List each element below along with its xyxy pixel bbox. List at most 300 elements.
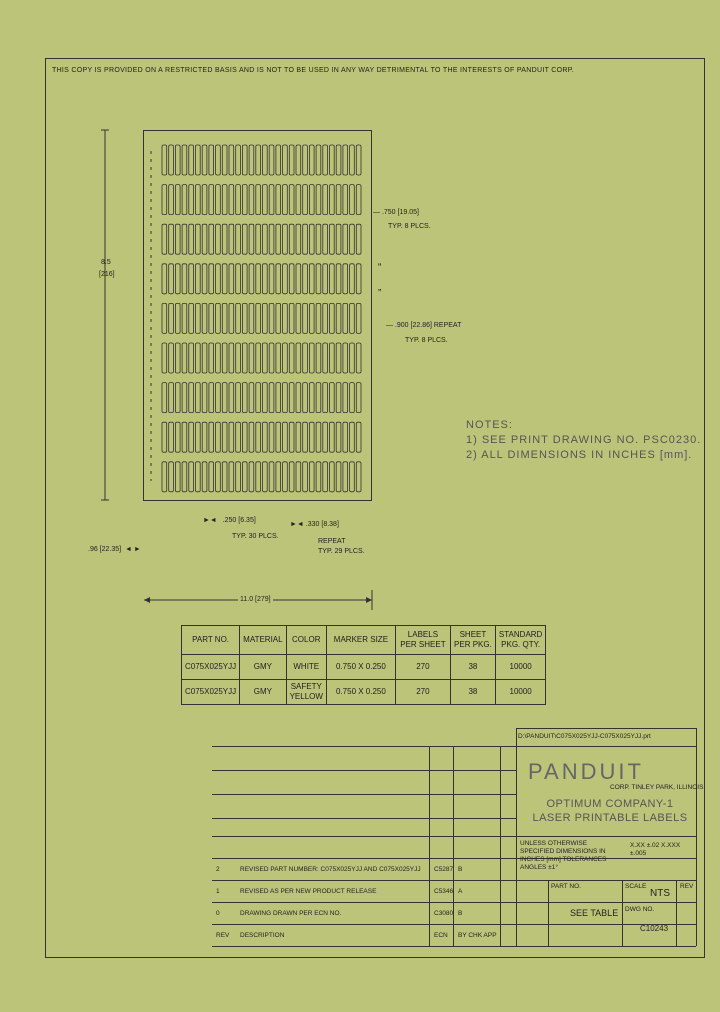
marker-label [323, 185, 328, 215]
marker-label [283, 303, 288, 333]
table-row [182, 680, 546, 705]
rev-label: REV [680, 883, 694, 890]
marker-label [336, 264, 341, 294]
marker-label [236, 422, 241, 452]
label-grid [144, 131, 373, 502]
marker-label [249, 422, 254, 452]
marker-label [289, 303, 294, 333]
col-color: COLOR [286, 626, 326, 655]
marker-label [309, 264, 314, 294]
repeat-note: TYP. 8 PLCS. [405, 337, 448, 344]
marker-label [269, 343, 274, 373]
height-dim-mm: [216] [99, 271, 115, 278]
marker-label [283, 422, 288, 452]
col-standard-qty: STANDARD PKG. QTY. [495, 626, 545, 655]
marker-label [162, 462, 167, 492]
marker-label [236, 264, 241, 294]
marker-label [249, 264, 254, 294]
marker-label [343, 303, 348, 333]
marker-label [196, 462, 201, 492]
marker-label [175, 264, 180, 294]
repeat-h-label: REPEAT [318, 538, 346, 545]
marker-label [263, 383, 268, 413]
marker-label [182, 383, 187, 413]
cell: 0.750 X 0.250 [326, 655, 395, 680]
marker-label [336, 422, 341, 452]
marker-label [229, 303, 234, 333]
company-logo: PANDUIT [528, 759, 644, 784]
company-sub: CORP. TINLEY PARK, ILLINOIS [610, 784, 704, 791]
marker-label [209, 343, 214, 373]
marker-label [336, 383, 341, 413]
marker-label [182, 264, 187, 294]
marker-label [283, 224, 288, 254]
marker-label [330, 343, 335, 373]
rev-ecn: C3080 [434, 910, 454, 917]
marker-label [175, 462, 180, 492]
marker-label [343, 185, 348, 215]
marker-label [316, 383, 321, 413]
marker-label [303, 224, 308, 254]
rev-by: B [458, 910, 463, 917]
tb-line [622, 880, 623, 946]
marker-label [289, 422, 294, 452]
scale-label: SCALE [625, 883, 647, 890]
marker-label [263, 145, 268, 175]
marker-label [350, 383, 355, 413]
marker-label [356, 185, 361, 215]
marker-label [316, 224, 321, 254]
cell: 270 [395, 680, 450, 705]
marker-label [289, 145, 294, 175]
marker-label [242, 145, 247, 175]
marker-label [316, 303, 321, 333]
marker-label [162, 303, 167, 333]
marker-label [263, 185, 268, 215]
marker-label [356, 422, 361, 452]
marker-label [216, 303, 221, 333]
marker-label [296, 422, 301, 452]
tb-line [212, 818, 516, 819]
cell: C075X025YJJ [182, 655, 240, 680]
rev-by: A [458, 888, 463, 895]
cell: 38 [450, 655, 495, 680]
marker-label [182, 462, 187, 492]
marker-label [169, 462, 174, 492]
restriction-notice: THIS COPY IS PROVIDED ON A RESTRICTED BASIS AND IS NOT TO BE USED IN ANY WAY DETRIMENTAL TO THE INTERESTS OF PANDUIT CORP. [52, 67, 575, 74]
marker-label [350, 264, 355, 294]
marker-label [236, 462, 241, 492]
marker-height-note: TYP. 30 PLCS. [232, 533, 279, 540]
drawing-title [520, 797, 700, 825]
marker-label [189, 303, 194, 333]
marker-label [330, 185, 335, 215]
marker-label [189, 383, 194, 413]
marker-label [222, 224, 227, 254]
marker-label [229, 422, 234, 452]
marker-label [336, 224, 341, 254]
marker-label [182, 224, 187, 254]
marker-label [162, 343, 167, 373]
rev-number: 1 [216, 888, 220, 895]
marker-label [256, 343, 261, 373]
marker-label [209, 422, 214, 452]
marker-label [242, 224, 247, 254]
marker-label [309, 303, 314, 333]
rev-by: B [458, 866, 463, 873]
marker-label [216, 145, 221, 175]
marker-label [323, 224, 328, 254]
col-material: MATERIAL [240, 626, 286, 655]
marker-label [229, 462, 234, 492]
marker-label [175, 422, 180, 452]
marker-label [269, 383, 274, 413]
marker-label [216, 264, 221, 294]
col-marker-size: MARKER SIZE [326, 626, 395, 655]
marker-label [209, 185, 214, 215]
marker-label [222, 264, 227, 294]
marker-label [242, 264, 247, 294]
marker-label [289, 343, 294, 373]
marker-label [309, 462, 314, 492]
marker-label [283, 343, 288, 373]
rev-description: REVISED AS PER NEW PRODUCT RELEASE [240, 888, 377, 895]
marker-label [316, 185, 321, 215]
tb-line [548, 880, 549, 946]
tb-line [516, 728, 517, 946]
marker-label [330, 264, 335, 294]
marker-label [296, 145, 301, 175]
marker-label [236, 383, 241, 413]
marker-label [309, 383, 314, 413]
marker-label [216, 343, 221, 373]
marker-label [263, 343, 268, 373]
cell: GMY [240, 655, 286, 680]
marker-label [289, 264, 294, 294]
marker-label [283, 462, 288, 492]
marker-label [356, 224, 361, 254]
marker-label [323, 303, 328, 333]
tb-line [212, 746, 696, 747]
marker-label [276, 303, 281, 333]
marker-label [249, 303, 254, 333]
marker-label [330, 224, 335, 254]
marker-label [323, 343, 328, 373]
marker-label [269, 462, 274, 492]
marker-label [296, 224, 301, 254]
marker-label [189, 224, 194, 254]
marker-label [330, 145, 335, 175]
marker-label [343, 343, 348, 373]
marker-label [283, 185, 288, 215]
marker-label [256, 264, 261, 294]
marker-height-dim: ►◄ .250 [6.35] [203, 517, 256, 524]
marker-label [343, 264, 348, 294]
marker-label [196, 422, 201, 452]
marker-label [330, 303, 335, 333]
marker-label [249, 383, 254, 413]
height-dimension-line [98, 128, 114, 502]
marker-label [276, 185, 281, 215]
marker-label [296, 185, 301, 215]
rev-description: REVISED PART NUMBER: C075X025YJJ AND C075X025YJJ [240, 866, 421, 873]
marker-label [196, 185, 201, 215]
marker-label [316, 145, 321, 175]
marker-label [296, 303, 301, 333]
marker-label [229, 145, 234, 175]
marker-label [356, 383, 361, 413]
marker-label [175, 185, 180, 215]
marker-label [356, 264, 361, 294]
col-part-no: PART NO. [182, 626, 240, 655]
marker-label [209, 303, 214, 333]
marker-label [336, 343, 341, 373]
scale-value: NTS [650, 888, 670, 899]
marker-label [256, 383, 261, 413]
marker-label [316, 343, 321, 373]
marker-label [350, 422, 355, 452]
rev-description: DESCRIPTION [240, 932, 285, 939]
marker-label [263, 303, 268, 333]
marker-label [316, 462, 321, 492]
marker-label [209, 462, 214, 492]
marker-label [256, 422, 261, 452]
marker-label [263, 422, 268, 452]
marker-label [276, 343, 281, 373]
marker-label [209, 383, 214, 413]
marker-label [175, 224, 180, 254]
marker-label [343, 224, 348, 254]
marker-label [236, 343, 241, 373]
marker-label [356, 462, 361, 492]
marker-label [303, 145, 308, 175]
label-sheet [143, 130, 372, 501]
marker-label [269, 422, 274, 452]
marker-label [202, 224, 207, 254]
marker-label [236, 303, 241, 333]
tb-line [212, 902, 696, 903]
rev-ecn: C5346 [434, 888, 454, 895]
marker-label [182, 422, 187, 452]
marker-width-note: TYP. 8 PLCS. [388, 223, 431, 230]
cell: 270 [395, 655, 450, 680]
marker-label [222, 145, 227, 175]
tb-line [212, 946, 696, 947]
marker-label [182, 343, 187, 373]
marker-label [296, 343, 301, 373]
marker-label [289, 383, 294, 413]
marker-label [216, 422, 221, 452]
marker-label [256, 224, 261, 254]
repeat-h-note: TYP. 29 PLCS. [318, 548, 365, 555]
marker-label [303, 185, 308, 215]
marker-width-arrows: “ „ [378, 262, 382, 293]
marker-label [209, 145, 214, 175]
marker-label [196, 145, 201, 175]
part-label: PART NO. [551, 883, 581, 890]
dwg-value: C10243 [640, 924, 669, 933]
rev-number: 0 [216, 910, 220, 917]
marker-label [289, 185, 294, 215]
marker-label [162, 185, 167, 215]
marker-label [229, 224, 234, 254]
total-width-dim: 11.0 [279] [240, 596, 271, 603]
marker-label [249, 224, 254, 254]
marker-label [256, 185, 261, 215]
marker-label [175, 383, 180, 413]
marker-label [162, 264, 167, 294]
marker-label [202, 422, 207, 452]
marker-label [216, 462, 221, 492]
marker-label [229, 185, 234, 215]
marker-label [169, 422, 174, 452]
marker-label [189, 264, 194, 294]
tb-line [212, 880, 696, 881]
tb-line [696, 728, 697, 946]
marker-label [283, 145, 288, 175]
marker-label [196, 343, 201, 373]
marker-label [256, 145, 261, 175]
marker-label [242, 422, 247, 452]
parts-table [181, 625, 546, 705]
marker-label [269, 224, 274, 254]
marker-label [336, 462, 341, 492]
marker-label [169, 224, 174, 254]
marker-label [350, 145, 355, 175]
marker-label [216, 185, 221, 215]
marker-label [276, 422, 281, 452]
marker-label [182, 185, 187, 215]
repeat-h-dim: ►◄ .330 [8.38] [290, 521, 339, 528]
marker-label [356, 145, 361, 175]
marker-label [303, 303, 308, 333]
marker-label [222, 185, 227, 215]
marker-label [303, 383, 308, 413]
marker-label [209, 264, 214, 294]
marker-label [222, 462, 227, 492]
marker-label [276, 383, 281, 413]
col-sheet-per-pkg: SHEET PER PKG. [450, 626, 495, 655]
marker-label [175, 145, 180, 175]
title-line-2: LASER PRINTABLE LABELS [532, 812, 688, 824]
marker-label [330, 462, 335, 492]
marker-label [323, 462, 328, 492]
marker-label [269, 303, 274, 333]
marker-label [309, 224, 314, 254]
marker-label [350, 185, 355, 215]
marker-label [303, 462, 308, 492]
marker-label [169, 303, 174, 333]
marker-label [202, 462, 207, 492]
rev-number: REV [216, 932, 230, 939]
marker-label [175, 303, 180, 333]
marker-label [289, 224, 294, 254]
marker-label [189, 462, 194, 492]
col-labels-per-sheet: LABELS PER SHEET [395, 626, 450, 655]
marker-label [309, 422, 314, 452]
marker-label [169, 145, 174, 175]
marker-label [242, 185, 247, 215]
marker-label [316, 422, 321, 452]
marker-label [263, 264, 268, 294]
marker-label [336, 303, 341, 333]
marker-label [249, 145, 254, 175]
marker-label [269, 145, 274, 175]
cell: 0.750 X 0.250 [326, 680, 395, 705]
marker-label [189, 422, 194, 452]
marker-label [242, 462, 247, 492]
marker-label [269, 185, 274, 215]
tb-line [212, 836, 696, 837]
marker-label [182, 145, 187, 175]
marker-label [256, 303, 261, 333]
file-path: D:\PANDUIT\C075X025YJJ-C075X025YJJ.prt [518, 733, 651, 740]
marker-label [229, 383, 234, 413]
marker-label [296, 264, 301, 294]
marker-label [169, 343, 174, 373]
notes-line-1: 1) SEE PRINT DRAWING NO. PSC0230. [466, 434, 702, 446]
marker-label [222, 303, 227, 333]
cell: 38 [450, 680, 495, 705]
marker-label [343, 145, 348, 175]
marker-label [276, 224, 281, 254]
marker-label [229, 343, 234, 373]
marker-label [323, 422, 328, 452]
marker-label [283, 383, 288, 413]
notes-block [466, 418, 701, 463]
marker-label [276, 145, 281, 175]
marker-label [236, 224, 241, 254]
marker-label [209, 224, 214, 254]
rev-by: BY CHK APP [458, 932, 497, 939]
marker-label [242, 303, 247, 333]
marker-label [189, 185, 194, 215]
tolerance-decimal: X.XX ±.02 X.XXX ±.005 [630, 842, 681, 857]
tb-line [516, 728, 696, 729]
tb-line [212, 924, 696, 925]
title-line-1: OPTIMUM COMPANY-1 [546, 798, 674, 810]
cell: 10000 [495, 680, 545, 705]
marker-label [242, 343, 247, 373]
marker-label [236, 185, 241, 215]
rev-ecn: C5287 [434, 866, 454, 873]
marker-label [309, 185, 314, 215]
marker-label [169, 264, 174, 294]
marker-label [162, 422, 167, 452]
marker-label [309, 145, 314, 175]
marker-label [256, 462, 261, 492]
notes-line-2: 2) ALL DIMENSIONS IN INCHES [mm]. [466, 449, 693, 461]
rev-description: DRAWING DRAWN PER ECN NO. [240, 910, 342, 917]
marker-label [189, 145, 194, 175]
marker-label [196, 224, 201, 254]
marker-label [289, 462, 294, 492]
marker-label [189, 343, 194, 373]
marker-label [229, 264, 234, 294]
marker-label [222, 422, 227, 452]
marker-label [242, 383, 247, 413]
marker-label [162, 224, 167, 254]
marker-label [263, 224, 268, 254]
marker-label [343, 422, 348, 452]
tb-line [212, 770, 516, 771]
repeat-dim: — .900 [22.86] REPEAT [386, 322, 462, 329]
marker-label [202, 145, 207, 175]
marker-label [316, 264, 321, 294]
marker-label [169, 383, 174, 413]
marker-label [350, 224, 355, 254]
table-row [182, 655, 546, 680]
